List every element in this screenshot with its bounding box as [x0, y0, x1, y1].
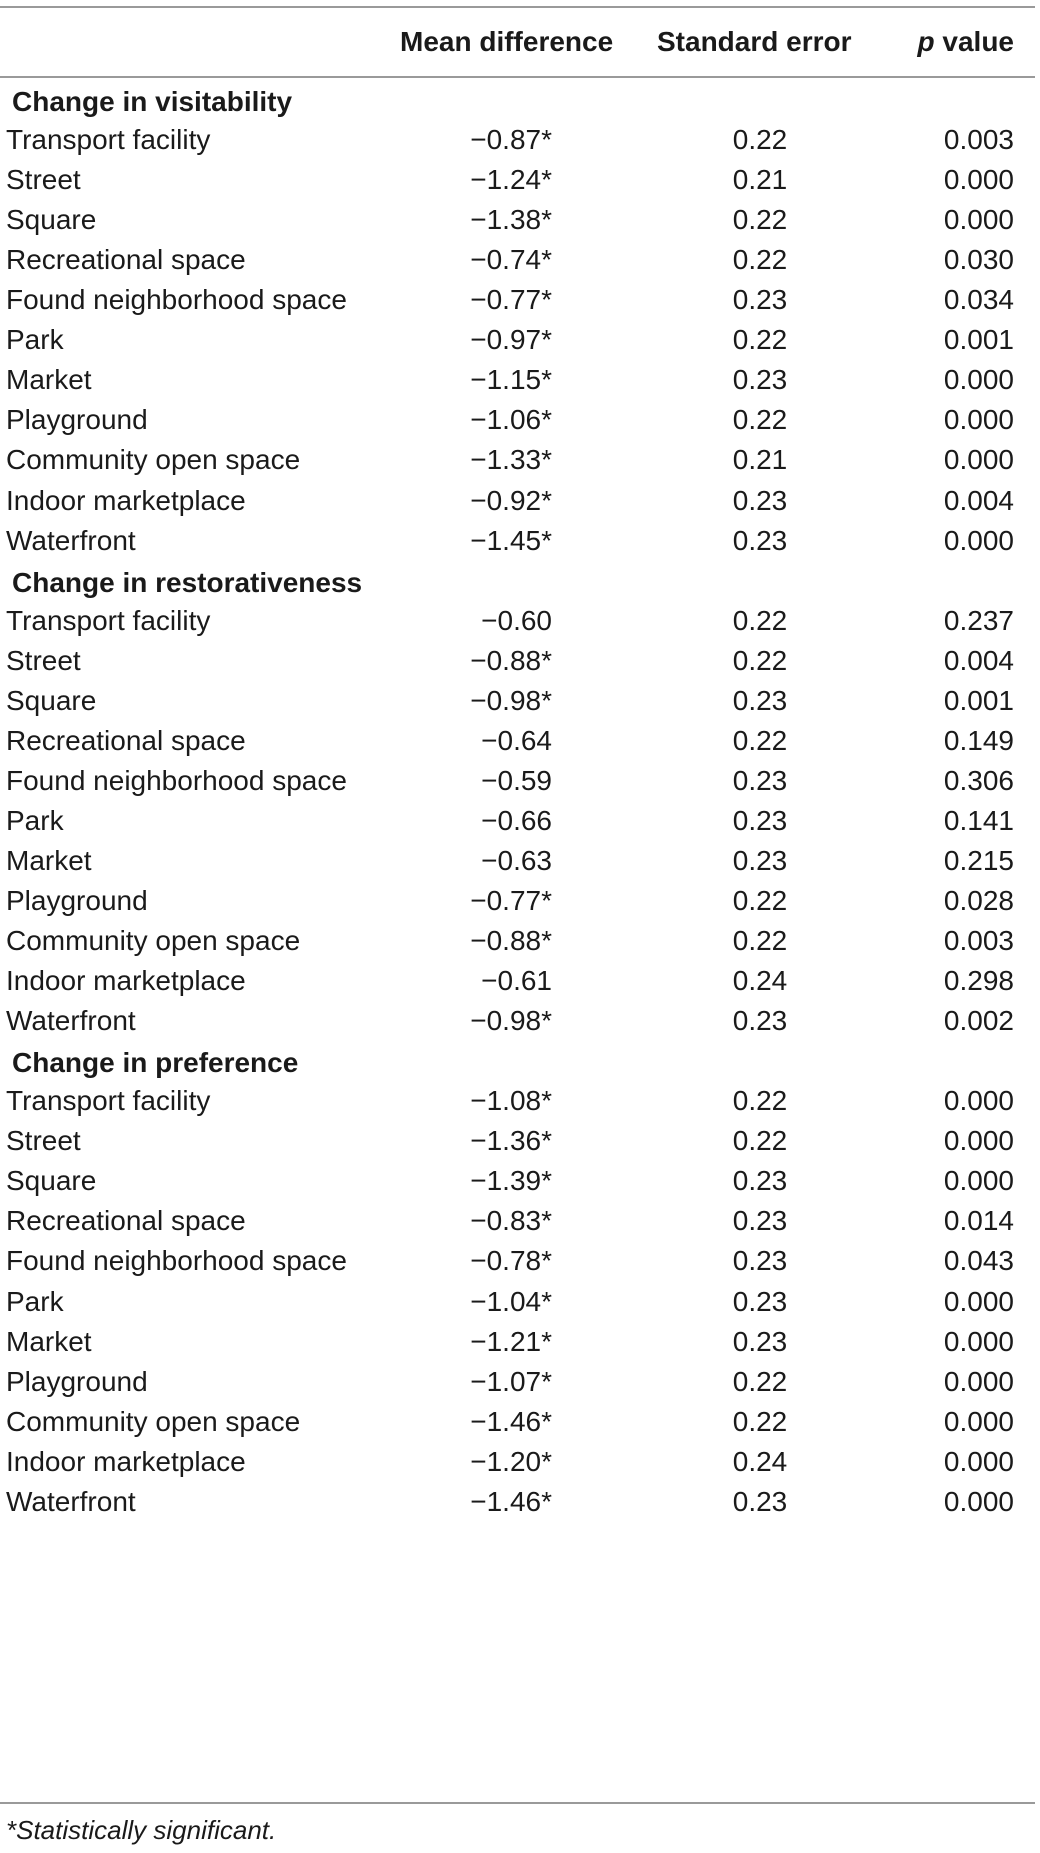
p-value-cell: 0.002 — [943, 1005, 1014, 1037]
row-label: Playground — [6, 404, 148, 436]
row-label: Waterfront — [6, 524, 136, 556]
row-label: Transport facility — [6, 1085, 211, 1117]
row-label: Market — [6, 844, 92, 876]
mean-difference-cell: −0.98* — [470, 1005, 552, 1037]
standard-error-value: 0.24 — [732, 965, 788, 997]
mean-difference-cell: −0.66 — [481, 804, 552, 836]
row-label: Found neighborhood space — [6, 284, 347, 316]
table-top-rule — [0, 6, 1035, 8]
header-p-italic: p — [917, 26, 935, 57]
row-label: Community open space — [6, 444, 301, 476]
p-value-cell: 0.004 — [943, 644, 1014, 676]
standard-error-value: 0.23 — [732, 844, 788, 876]
p-value-cell: 0.000 — [943, 204, 1014, 236]
standard-error-value: 0.23 — [732, 804, 788, 836]
row-label: Waterfront — [6, 1005, 136, 1037]
p-value-cell: 0.000 — [943, 404, 1014, 436]
p-value-cell: 0.000 — [943, 364, 1014, 396]
header-p-value — [918, 17, 1015, 67]
p-value-cell: 0.000 — [943, 1165, 1014, 1197]
p-value-cell: 0.043 — [943, 1245, 1014, 1277]
mean-difference-cell: −1.36* — [470, 1125, 552, 1157]
p-value-cell: 0.000 — [943, 1325, 1014, 1357]
p-value-cell: 0.028 — [943, 885, 1014, 916]
row-label: Square — [6, 204, 97, 236]
standard-error-value: 0.23 — [732, 1005, 788, 1037]
mean-difference-cell: −1.33* — [470, 444, 552, 476]
standard-error-value: 0.23 — [732, 364, 788, 396]
mean-difference-cell: −0.64 — [481, 724, 552, 756]
mean-difference-cell: −1.08* — [470, 1085, 552, 1117]
p-value-cell: 0.003 — [943, 124, 1014, 156]
standard-error-value: 0.23 — [732, 284, 788, 316]
row-label: Recreational space — [6, 1205, 246, 1237]
row-label: Street — [6, 644, 81, 676]
standard-error-value: 0.23 — [732, 1165, 788, 1197]
p-value-cell: 0.000 — [943, 1485, 1014, 1517]
row-label: Recreational space — [6, 724, 246, 756]
standard-error-value: 0.23 — [732, 1245, 788, 1277]
table-row — [0, 1478, 1040, 1525]
mean-difference-cell: −0.74* — [470, 244, 552, 276]
standard-error-value: 0.23 — [732, 684, 788, 716]
row-label: Found neighborhood space — [6, 1245, 347, 1277]
standard-error-value: 0.22 — [732, 1365, 788, 1397]
mean-difference-cell: −0.60 — [481, 604, 552, 636]
p-value-cell: 0.237 — [943, 604, 1014, 636]
standard-error-value: 0.23 — [732, 1285, 788, 1317]
row-label: Square — [6, 1165, 97, 1197]
header-mean-difference: Mean difference — [400, 26, 614, 57]
p-value-cell: 0.000 — [943, 1365, 1014, 1397]
row-label: Park — [6, 324, 64, 356]
standard-error-value: 0.22 — [732, 124, 788, 156]
mean-difference-cell: −1.06* — [470, 404, 552, 436]
mean-difference-cell: −1.04* — [470, 1285, 552, 1317]
row-label: Street — [6, 164, 81, 196]
table-row — [0, 997, 1040, 1044]
mean-difference-cell: −0.88* — [470, 925, 552, 957]
standard-error-value: 0.22 — [732, 1085, 788, 1117]
mean-difference-cell: −0.78* — [470, 1245, 552, 1277]
p-value-cell: 0.000 — [943, 1405, 1014, 1437]
standard-error-value: 0.22 — [732, 604, 788, 636]
standard-error-value: 0.22 — [732, 724, 788, 756]
p-value-cell: 0.003 — [943, 925, 1014, 957]
p-value-cell: 0.000 — [943, 1125, 1014, 1157]
row-label: Community open space — [6, 925, 301, 957]
table-footnote: *Statistically significant. — [6, 1815, 277, 1845]
mean-difference-cell: −1.45* — [470, 524, 552, 556]
table-header-row — [0, 17, 1040, 67]
row-label: Transport facility — [6, 604, 211, 636]
standard-error-value: 0.22 — [732, 925, 788, 957]
row-label: Indoor marketplace — [6, 965, 246, 997]
mean-difference-cell: −1.39* — [470, 1165, 552, 1197]
p-value-cell: 0.014 — [943, 1205, 1014, 1237]
mean-difference-cell: −0.98* — [470, 684, 552, 716]
standard-error-value: 0.21 — [732, 164, 788, 196]
row-label: Waterfront — [6, 1485, 136, 1517]
section-heading: Change in visitability — [12, 86, 293, 117]
row-label: Market — [6, 1325, 92, 1357]
mean-difference-cell: −0.92* — [470, 484, 552, 516]
p-value-cell: 0.000 — [943, 1445, 1014, 1477]
table-bottom-rule — [0, 1802, 1035, 1804]
mean-difference-cell: −0.83* — [470, 1205, 552, 1237]
row-label: Playground — [6, 1365, 148, 1397]
row-label: Street — [6, 1125, 81, 1157]
row-label: Recreational space — [6, 244, 246, 276]
p-value-cell: 0.001 — [943, 684, 1014, 716]
p-value-cell: 0.149 — [943, 724, 1014, 756]
mean-difference-cell: −1.46* — [470, 1405, 552, 1437]
header-standard-error: Standard error — [657, 26, 852, 57]
p-value-cell: 0.030 — [943, 244, 1014, 276]
mean-difference-cell: −1.24* — [470, 164, 552, 196]
standard-error-value: 0.23 — [732, 524, 788, 556]
p-value-cell: 0.000 — [943, 1085, 1014, 1117]
p-value-cell: 0.306 — [943, 764, 1014, 796]
mean-difference-cell: −0.88* — [470, 644, 552, 676]
standard-error-value: 0.24 — [732, 1445, 788, 1477]
p-value-cell: 0.004 — [943, 484, 1014, 516]
standard-error-value: 0.22 — [732, 1125, 788, 1157]
mean-difference-cell: −0.77* — [470, 885, 552, 916]
section-heading: Change in restorativeness — [12, 566, 363, 598]
mean-difference-cell: −0.97* — [470, 324, 552, 356]
row-label: Park — [6, 1285, 64, 1317]
section-heading: Change in preference — [12, 1047, 299, 1079]
standard-error-value: 0.22 — [732, 244, 788, 276]
standard-error-value: 0.23 — [732, 764, 788, 796]
row-label: Indoor marketplace — [6, 484, 246, 516]
mean-difference-cell: −1.15* — [470, 364, 552, 396]
mean-difference-cell: −0.61 — [481, 965, 552, 997]
p-value-cell: 0.034 — [943, 284, 1014, 316]
row-label: Park — [6, 804, 64, 836]
p-value-cell: 0.000 — [943, 524, 1014, 556]
p-value-cell: 0.298 — [943, 965, 1014, 997]
standard-error-value: 0.23 — [732, 1325, 788, 1357]
p-value-cell: 0.000 — [943, 164, 1014, 196]
standard-error-value: 0.23 — [732, 1205, 788, 1237]
mean-difference-cell: −0.77* — [470, 284, 552, 316]
row-label: Playground — [6, 885, 148, 916]
row-label: Indoor marketplace — [6, 1445, 246, 1477]
row-label: Market — [6, 364, 92, 396]
p-value-cell: 0.215 — [943, 844, 1014, 876]
p-value-cell: 0.141 — [943, 804, 1014, 836]
row-label: Found neighborhood space — [6, 764, 347, 796]
standard-error-value: 0.22 — [732, 204, 788, 236]
standard-error-value: 0.23 — [732, 484, 788, 516]
mean-difference-cell: −1.07* — [470, 1365, 552, 1397]
standard-error-value: 0.22 — [732, 644, 788, 676]
standard-error-value: 0.22 — [732, 1405, 788, 1437]
standard-error-value: 0.22 — [732, 885, 788, 916]
row-label: Community open space — [6, 1405, 301, 1437]
mean-difference-cell: −1.21* — [470, 1325, 552, 1357]
p-value-cell: 0.001 — [943, 324, 1014, 356]
mean-difference-cell: −0.87* — [470, 124, 552, 156]
standard-error-value: 0.22 — [732, 404, 788, 436]
table-row — [0, 517, 1040, 564]
mean-difference-cell: −1.46* — [470, 1485, 552, 1517]
p-value-cell: 0.000 — [943, 1285, 1014, 1317]
standard-error-value: 0.23 — [732, 1485, 788, 1517]
standard-error-value: 0.22 — [732, 324, 788, 356]
p-value-cell: 0.000 — [943, 444, 1014, 476]
header-p-rest: value — [934, 26, 1014, 57]
mean-difference-cell: −0.63 — [481, 844, 552, 876]
row-label: Transport facility — [6, 124, 211, 156]
mean-difference-cell: −0.59 — [481, 764, 552, 796]
mean-difference-cell: −1.38* — [470, 204, 552, 236]
row-label: Square — [6, 684, 97, 716]
mean-difference-cell: −1.20* — [470, 1445, 552, 1477]
standard-error-value: 0.21 — [732, 444, 788, 476]
